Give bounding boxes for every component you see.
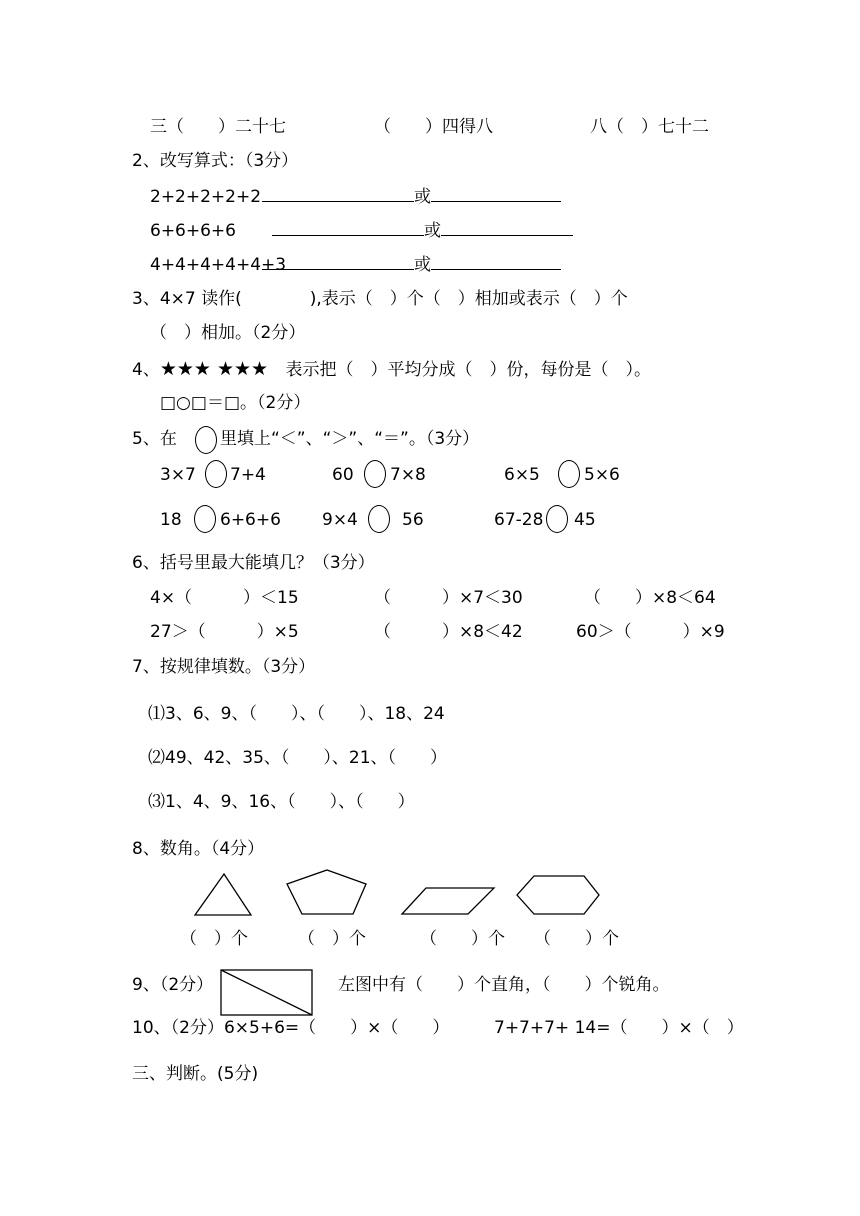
q6-item-6: 60＞（ ）×9 bbox=[576, 622, 725, 642]
q6-item-1: 4×（ ）＜15 bbox=[150, 588, 299, 608]
q5-answer-circle-2[interactable] bbox=[364, 460, 386, 488]
q2-title: 2、改写算式：（3分） bbox=[132, 151, 299, 171]
q5-pre: 5、在 bbox=[132, 429, 177, 449]
q5-item-4-left: 18 bbox=[160, 510, 182, 530]
q8-label-4: （ ）个 bbox=[534, 929, 619, 949]
q5-item-3-right: 5×6 bbox=[584, 465, 620, 485]
q4-line2: □○□＝□。（2分） bbox=[160, 393, 311, 413]
q7-item-1: ⑴3、6、9、（ ）、（ ）、18、24 bbox=[148, 704, 445, 724]
q7-item-2: ⑵49、42、35、（ ）、21、（ ） bbox=[148, 748, 448, 768]
q4-text: 表示把（ ）平均分成（ ）份，每份是（ ）。 bbox=[285, 360, 651, 380]
q5-answer-circle-4[interactable] bbox=[194, 505, 216, 533]
q10-a: 10、（2分）6×5+6=（ ）×（ ） bbox=[132, 1018, 450, 1038]
q5-answer-circle-5[interactable] bbox=[368, 505, 390, 533]
q5-item-5-right: 56 bbox=[402, 510, 424, 530]
q2-or-2: 或 bbox=[424, 221, 441, 241]
q6-item-3: （ ）×8＜64 bbox=[584, 588, 716, 608]
r1-c: 八（ ）七十二 bbox=[590, 117, 709, 137]
q7-item-3: ⑶1、4、9、16、（ ）、（ ） bbox=[148, 792, 415, 812]
q2-expr-3: 4+4+4+4+4+3 bbox=[150, 255, 287, 275]
q10-b: 7+7+7+ 14=（ ）×（ ） bbox=[494, 1018, 744, 1038]
q4-line1: 4、★★★ ★★★ 表示把（ ）平均分成（ ）份，每份是（ ）。 bbox=[132, 358, 651, 380]
q6-title: 6、括号里最大能填几？（3分） bbox=[132, 553, 375, 573]
q5-answer-circle-6[interactable] bbox=[546, 505, 568, 533]
q3-line1: 3、4×7 读作( ),表示（ ）个（ ）相加或表示（ ）个 bbox=[132, 289, 628, 309]
q8-label-2: （ ）个 bbox=[298, 929, 366, 949]
q2-or-3: 或 bbox=[414, 255, 431, 275]
q9-text: 左图中有（ ）个直角，（ ）个锐角。 bbox=[338, 975, 670, 995]
rectangle-diagonal-figure bbox=[219, 968, 315, 1018]
q5-post: 里填上“＜”、“＞”、“＝”。（3分） bbox=[220, 429, 480, 449]
q6-item-5: （ ）×8＜42 bbox=[374, 622, 523, 642]
pentagon-shape bbox=[282, 866, 374, 918]
q3-line2: （ ）相加。（2分） bbox=[150, 323, 306, 343]
q4-stars: ★★★ ★★★ bbox=[159, 358, 269, 380]
q8-title: 8、数角。（4分） bbox=[132, 839, 265, 859]
q5-item-3-left: 6×5 bbox=[504, 465, 540, 485]
q2-answer-1[interactable] bbox=[262, 186, 561, 208]
q5-answer-circle-3[interactable] bbox=[558, 460, 580, 488]
q2-or-1: 或 bbox=[414, 187, 431, 207]
q7-title: 7、按规律填数。（3分） bbox=[132, 657, 316, 677]
q5-item-2-right: 7×8 bbox=[390, 465, 426, 485]
q5-answer-circle-1[interactable] bbox=[205, 460, 227, 488]
q2-expr-2: 6+6+6+6 bbox=[150, 221, 236, 241]
q2-expr-1: 2+2+2+2+2 bbox=[150, 187, 262, 207]
hexagon-shape bbox=[512, 872, 604, 920]
q8-label-3: （ ）个 bbox=[420, 929, 505, 949]
q5-item-6-left: 67-28 bbox=[494, 510, 544, 530]
q2-answer-3[interactable] bbox=[262, 254, 561, 276]
q5-item-6-right: 45 bbox=[574, 510, 596, 530]
q6-item-4: 27＞（ ）×5 bbox=[150, 622, 299, 642]
r1-b: （ ）四得八 bbox=[374, 117, 493, 137]
q5-item-4-right: 6+6+6 bbox=[220, 510, 281, 530]
r1-a: 三（ ）二十七 bbox=[150, 117, 286, 137]
triangle-shape bbox=[190, 870, 260, 920]
q8-label-1: （ ）个 bbox=[180, 929, 248, 949]
q5-item-2-left: 60 bbox=[332, 465, 354, 485]
section-3-title: 三、判断。(5分) bbox=[132, 1064, 259, 1084]
q5-title-circle bbox=[195, 426, 217, 454]
q2-answer-2[interactable] bbox=[272, 220, 573, 242]
q5-item-1-left: 3×7 bbox=[160, 465, 196, 485]
q9-pre: 9、（2分） bbox=[132, 975, 214, 995]
parallelogram-shape bbox=[398, 884, 498, 918]
q5-item-5-left: 9×4 bbox=[322, 510, 358, 530]
q5-item-1-right: 7+4 bbox=[230, 465, 266, 485]
q6-item-2: （ ）×7＜30 bbox=[374, 588, 523, 608]
